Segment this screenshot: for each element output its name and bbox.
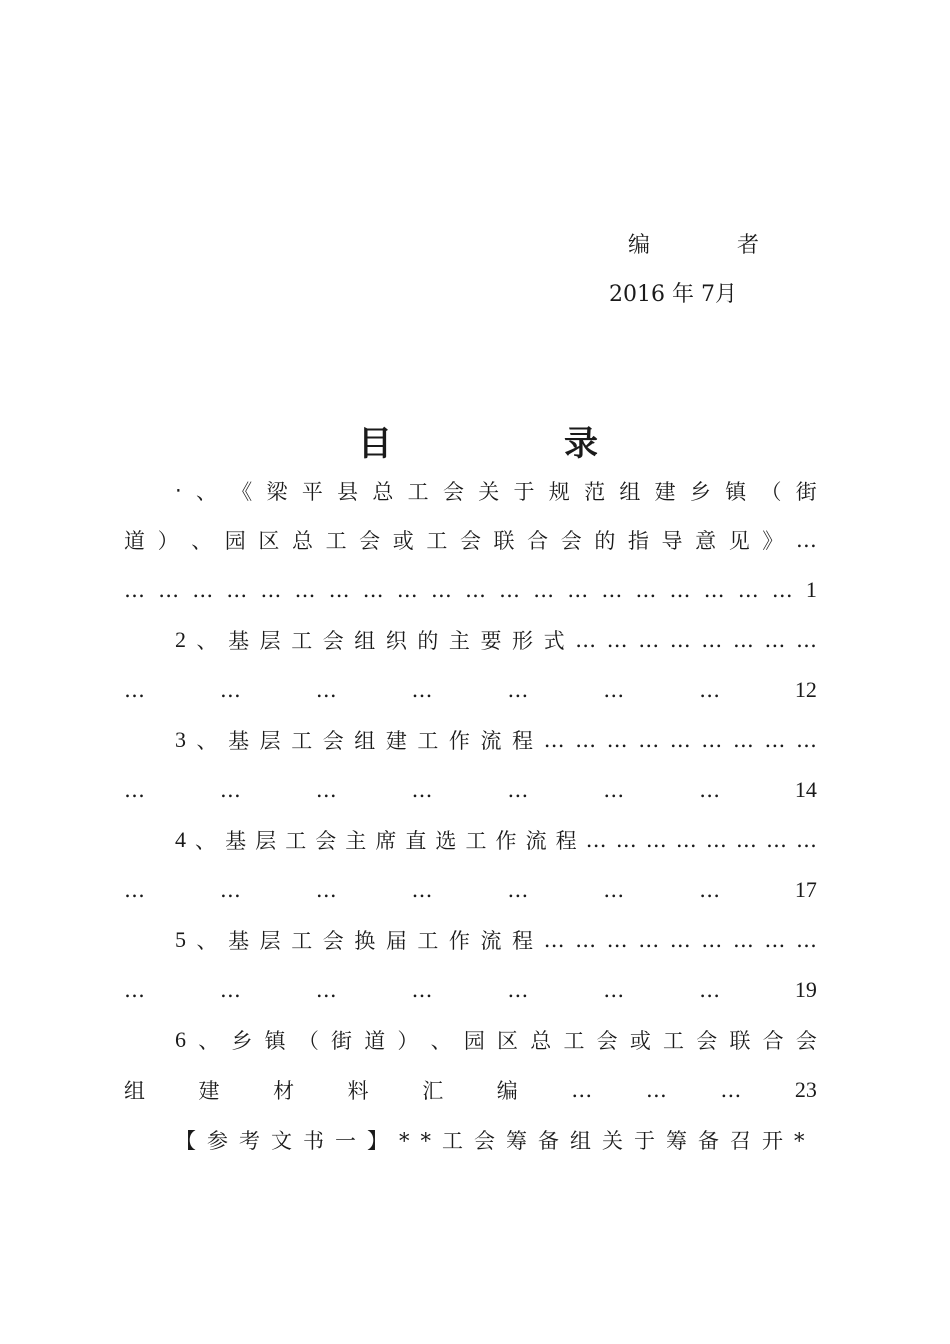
toc-line: 6 、 乡 镇 （ 街 道 ） 、 园 区 总 工 会 或 工 会 联 合 会: [175, 1027, 817, 1053]
publish-date: 2016 年 7月: [609, 282, 737, 307]
toc-title-char-2: 录: [564, 423, 598, 464]
toc-line: 5 、 基 层 工 会 换 届 工 作 流 程 … … … … … … … … …: [175, 927, 817, 953]
toc-line: ‧ 、 《 梁 平 县 总 工 会 关 于 规 范 组 建 乡 镇 （ 街: [175, 479, 817, 504]
toc-line: 【参考文书一】**工会筹备组关于筹备召开*: [175, 1129, 816, 1153]
toc-line: 2 、 基 层 工 会 组 织 的 主 要 形 式 … … … … … … … …: [175, 627, 817, 653]
toc-line: 组 建 材 料 汇 编 … … … 23: [124, 1077, 817, 1103]
toc-line: 3 、 基 层 工 会 组 建 工 作 流 程 … … … … … … … … …: [175, 727, 817, 753]
toc-title-char-1: 目: [358, 423, 392, 464]
toc-line: 道 ） 、 园 区 总 工 会 或 工 会 联 合 会 的 指 导 意 见 》 …: [124, 528, 817, 553]
toc-line: … … … … … … … … … … … … … … … … … … … … 1: [124, 577, 817, 602]
toc-title: [358, 415, 598, 465]
toc-line: … … … … … … … 14: [124, 777, 817, 802]
author-label: 编 者: [628, 233, 799, 258]
toc-line: … … … … … … … 17: [124, 877, 817, 902]
toc-line: … … … … … … … 12: [124, 677, 817, 702]
toc-line: … … … … … … … 19: [124, 977, 817, 1002]
toc-line: 4 、 基 层 工 会 主 席 直 选 工 作 流 程 … … … … … … … …: [175, 827, 817, 853]
